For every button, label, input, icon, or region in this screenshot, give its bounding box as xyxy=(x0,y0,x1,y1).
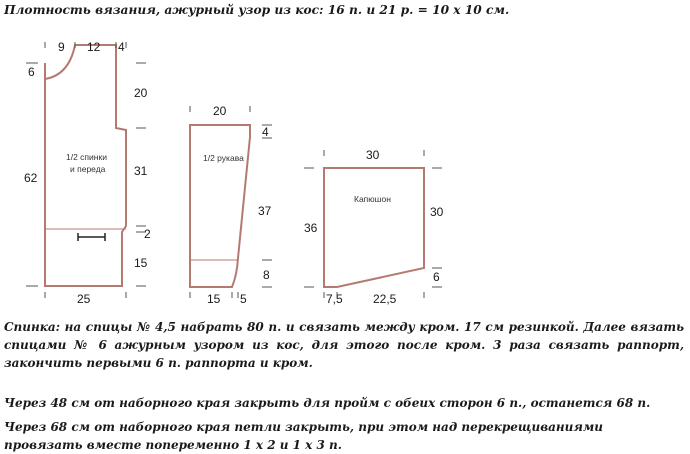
dim-hood-left: 36 xyxy=(304,221,318,235)
dim-side: 31 xyxy=(134,164,148,178)
dim-sleeve-length: 37 xyxy=(258,204,272,218)
dim-armhole: 20 xyxy=(134,86,148,100)
dim-top-right: 4 xyxy=(118,40,125,54)
back-front-piece xyxy=(24,40,151,306)
sleeve-outline xyxy=(190,125,250,287)
hood-piece xyxy=(304,148,444,306)
dim-sleeve-step: 5 xyxy=(240,292,247,306)
back-front-label-line1: 1/2 спинки xyxy=(66,152,107,162)
dim-hood-right: 30 xyxy=(430,205,444,219)
instruction-paragraph-1: Спинка: на спицы № 4,5 набрать 80 п. и связать между кром. 17 см резинкой. Далее вязать спицами № 6 ажурным узором из кос, для этого после кром. 3 раза связать раппорт, закончить первыми 6 п. раппорта и кром. xyxy=(4,320,684,370)
back-front-label-line2: и переда xyxy=(70,164,106,174)
dim-sleeve-width: 15 xyxy=(207,292,221,306)
dim-hood-top: 30 xyxy=(366,148,380,162)
hood-outline xyxy=(324,168,424,287)
dim-shoulder: 6 xyxy=(28,65,35,79)
dim-hem: 15 xyxy=(134,256,148,270)
dim-top-mid: 12 xyxy=(87,40,101,54)
sleeve-label: 1/2 рукава xyxy=(203,153,244,163)
dim-height: 62 xyxy=(24,171,38,185)
hood-label: Капюшон xyxy=(354,194,391,204)
instruction-paragraph-3: Через 68 см от наборного края петли закрыть, при этом над перекрещиваниями провязать вместе попеременно 1 х 2 и 1 х 3 п. xyxy=(4,420,604,452)
dim-top-left: 9 xyxy=(58,40,65,54)
dim-hood-right-low: 6 xyxy=(433,270,440,284)
sleeve-piece xyxy=(190,104,272,306)
dim-sleeve-top: 20 xyxy=(213,104,227,118)
dim-hood-bottom-right: 22,5 xyxy=(373,292,397,306)
dim-hood-bottom-left: 7,5 xyxy=(326,292,343,306)
dim-waist: 2 xyxy=(144,227,151,241)
dim-sleeve-top-step: 4 xyxy=(262,125,269,139)
instruction-paragraph-2: Через 48 см от наборного края закрыть для пройм с обеих сторон 6 п., останется 68 п. xyxy=(4,396,651,410)
dim-sleeve-cuff: 8 xyxy=(263,268,270,282)
gauge-title: Плотность вязания, ажурный узор из кос: 16 п. и 21 р. = 10 х 10 см. xyxy=(4,3,510,17)
dim-width: 25 xyxy=(77,292,91,306)
